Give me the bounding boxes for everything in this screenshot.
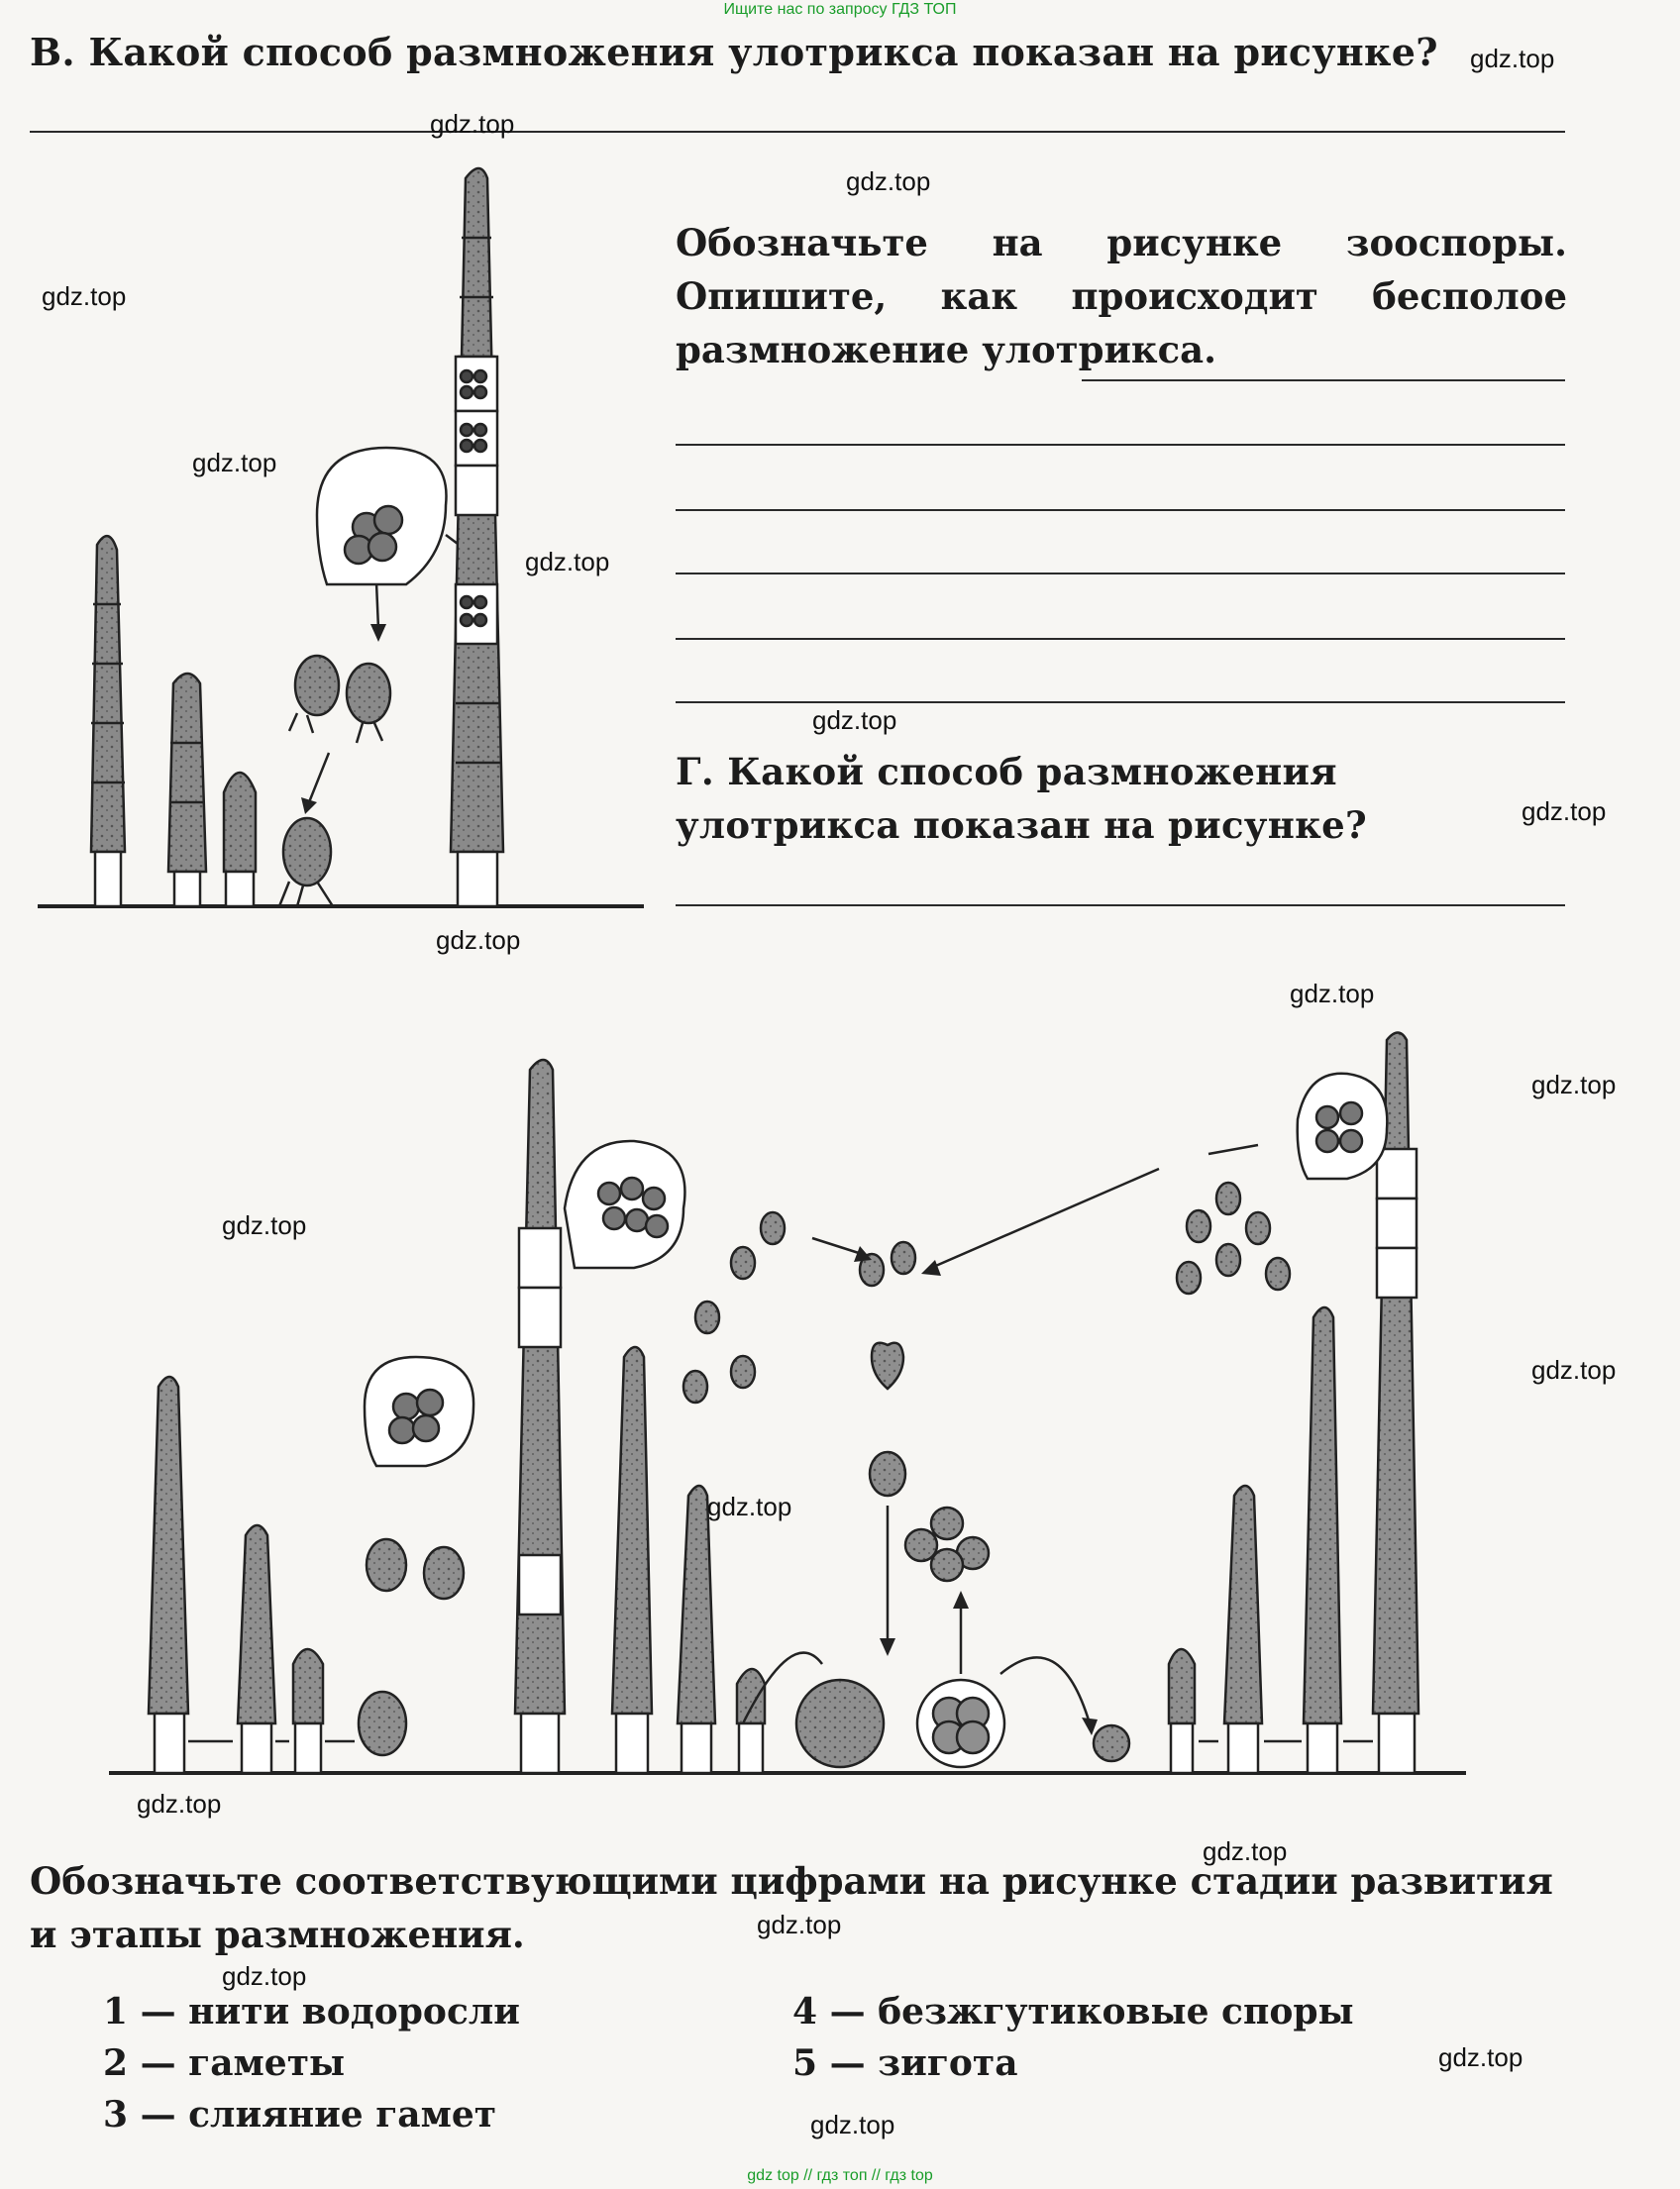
algae-filament: [168, 674, 206, 906]
zoospore-task-text: Обозначьте на рисунке зооспоры. Опишите, как происходит бесполое размножение улотрикса.: [676, 221, 1567, 371]
legend-number: 2: [103, 2042, 129, 2084]
answer-line: [30, 131, 1565, 133]
watermark: gdz.top: [1290, 979, 1375, 1008]
legend-item-5: 5 — зигота: [792, 2042, 1018, 2084]
zoospore: [367, 1539, 406, 1591]
zoospore: [289, 656, 339, 733]
legend-number: 1: [103, 1991, 129, 2033]
figure-sexual-reproduction: [109, 1030, 1476, 1793]
watermark: gdz.top: [1203, 1836, 1288, 1866]
answer-line: [676, 904, 1565, 906]
algae-filament: [91, 536, 125, 906]
watermark: gdz.top: [1470, 44, 1555, 73]
zygote: [796, 1680, 884, 1767]
bottom-banner: gdz top // гдз топ // гдз top: [747, 2167, 933, 2184]
aflagellate-spores: [905, 1508, 989, 1581]
watermark: gdz.top: [1522, 796, 1607, 826]
legend-label: слияние гамет: [188, 2094, 497, 2136]
legend-number: 5: [792, 2042, 818, 2084]
algae-filament-tall: [515, 1060, 565, 1773]
gametangium: [1298, 1074, 1388, 1179]
watermark: gdz.top: [222, 1210, 307, 1240]
sporangium: [317, 448, 466, 584]
watermark: gdz.top: [812, 705, 897, 735]
legend-item-1: 1 — нити водоросли: [103, 1991, 520, 2033]
legend-item-4: 4 — безжгутиковые споры: [792, 1991, 1354, 2033]
watermark: gdz.top: [42, 281, 127, 311]
legend-item-2: 2 — гаметы: [103, 2042, 346, 2084]
watermark: gdz.top: [1438, 2042, 1523, 2072]
watermark: gdz.top: [137, 1789, 222, 1819]
sporangium: [365, 1357, 473, 1466]
answer-line: [676, 444, 1565, 446]
algae-filament: [1224, 1486, 1262, 1773]
instruction-text: Обозначьте соответствующими цифрами на рисунке стадии развития и этапы размножения.: [30, 1859, 1553, 1956]
settling-zoospore: [279, 818, 333, 906]
algae-filament: [678, 1486, 715, 1773]
gametes: [1177, 1183, 1290, 1294]
watermark: gdz.top: [810, 2110, 895, 2139]
legend-number: 4: [792, 1991, 818, 2033]
watermark: gdz.top: [707, 1492, 792, 1521]
watermark: gdz.top: [757, 1910, 842, 1939]
legend-label: безжгутиковые споры: [878, 1991, 1354, 2033]
answer-line: [676, 638, 1565, 640]
watermark: gdz.top: [430, 109, 515, 139]
question-g: Г. Какой способ размножения улотрикса показан на рисунке?: [676, 750, 1367, 847]
legend-item-3: 3 — слияние гамет: [103, 2094, 497, 2136]
figure-asexual-reproduction: [30, 158, 674, 921]
legend-number: 3: [103, 2094, 129, 2136]
watermark: gdz.top: [1531, 1355, 1617, 1385]
question-v: В. Какой способ размножения улотрикса показан на рисунке?: [30, 30, 1438, 74]
top-banner: Ищите нас по запросу ГДЗ ТОП: [723, 1, 957, 18]
watermark: gdz.top: [192, 448, 277, 477]
answer-line: [676, 701, 1565, 703]
algae-filament: [149, 1377, 188, 1773]
algae-filament: [612, 1347, 652, 1773]
legend-label: зигота: [878, 2042, 1018, 2084]
spore: [1094, 1725, 1129, 1761]
watermark: gdz.top: [846, 166, 931, 196]
gametangium: [565, 1141, 684, 1268]
algae-filament: [1304, 1307, 1341, 1773]
answer-line: [676, 573, 1565, 574]
gamete-fusion: [870, 1343, 905, 1496]
algae-filament: [238, 1525, 275, 1773]
answer-line: [1082, 379, 1565, 381]
watermark: gdz.top: [525, 547, 610, 576]
zygote-dividing: [917, 1680, 1004, 1767]
young-filament: [224, 773, 256, 906]
legend-label: гаметы: [188, 2042, 346, 2084]
watermark: gdz.top: [1531, 1070, 1617, 1099]
watermark: gdz.top: [436, 925, 521, 955]
young-filament: [1169, 1649, 1195, 1773]
zoospore: [347, 664, 390, 743]
legend-label: нити водоросли: [188, 1991, 520, 2033]
answer-line: [676, 509, 1565, 511]
watermark: gdz.top: [222, 1961, 307, 1991]
algae-filament-tall: [451, 168, 503, 906]
zoospore: [424, 1547, 464, 1599]
settling-zoospore: [359, 1692, 406, 1755]
young-filament: [737, 1669, 765, 1773]
young-filament: [293, 1649, 323, 1773]
